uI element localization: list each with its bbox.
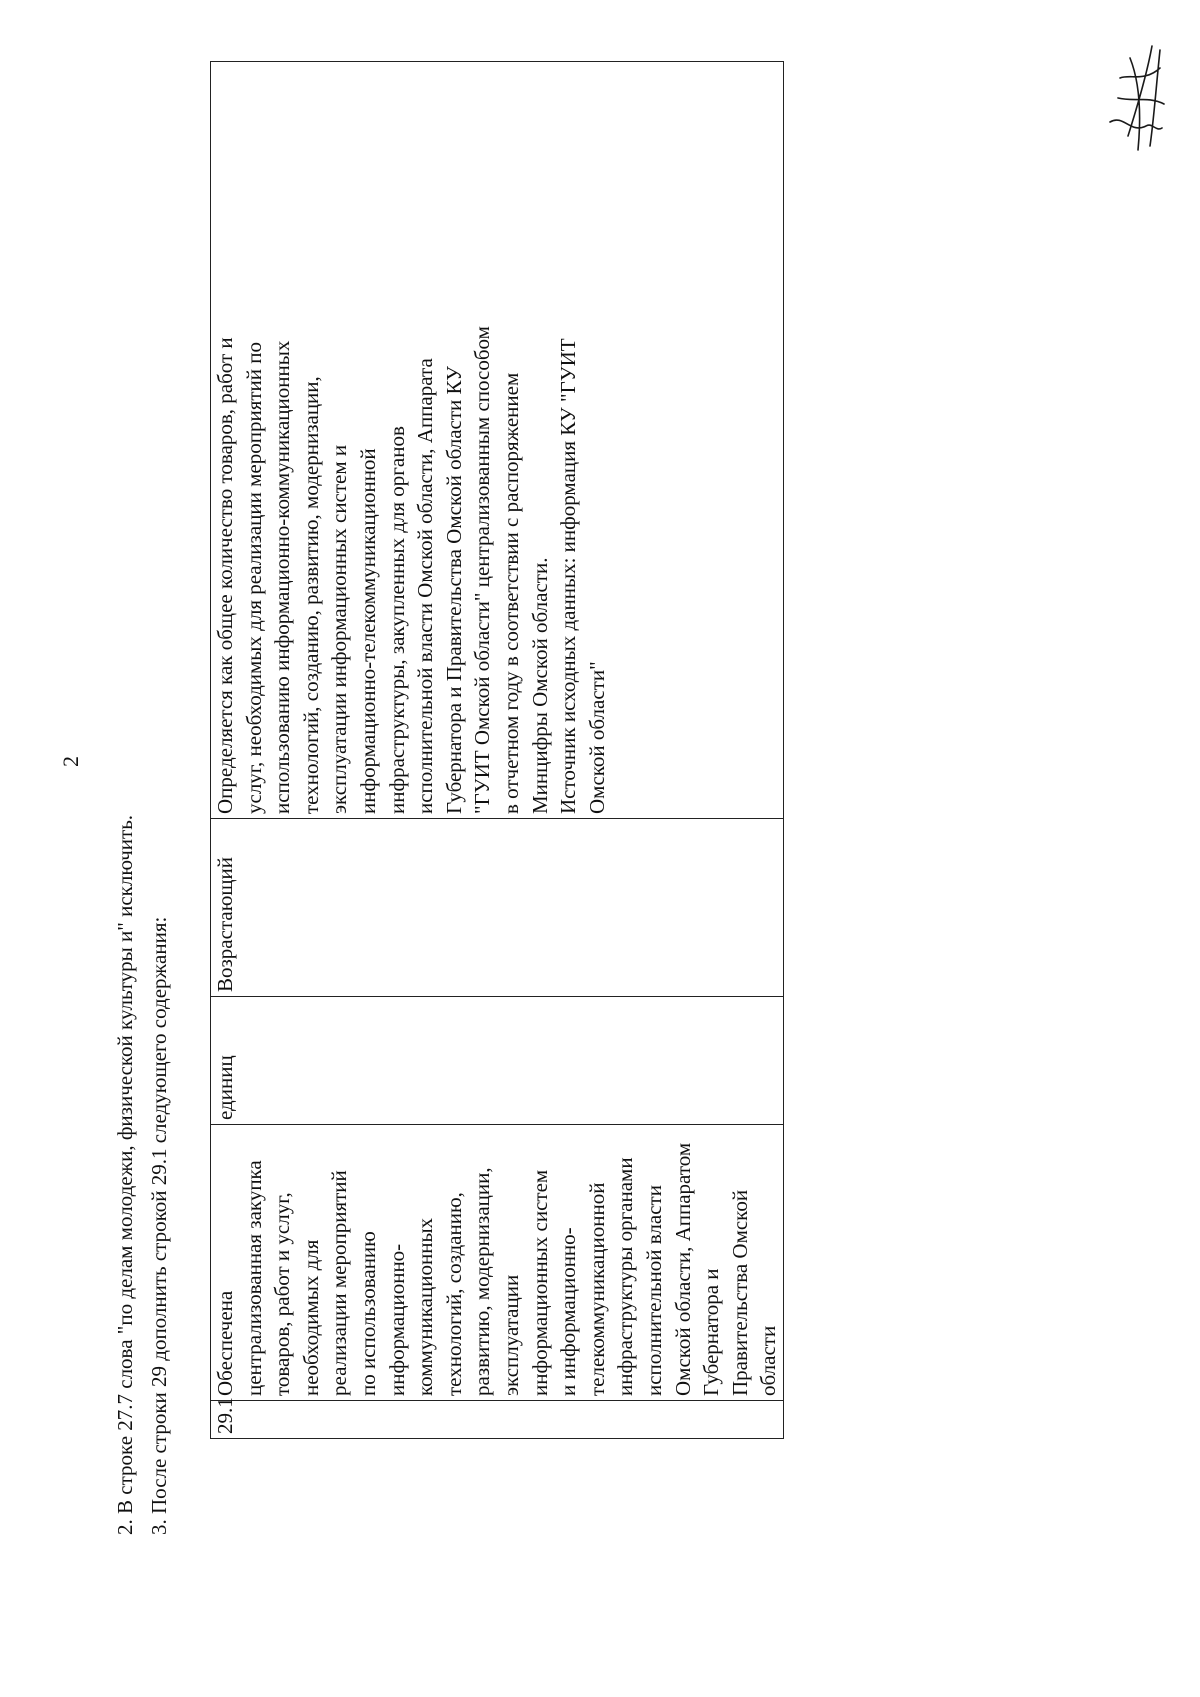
paragraph-item-3: 3. После строки 29 дополнить строкой 29.1 следующего содержания: [147, 916, 171, 1535]
amendment-table [210, 61, 784, 1439]
indicator-name-cell [211, 1125, 784, 1401]
trend-direction: Возрастающий [213, 856, 237, 992]
handwritten-signature [1090, 38, 1180, 158]
indicator-name: Обеспечена централизованная закупка товаров, работ и услуг, необходимых для реализации мероприятий по использованию информационно- коммуникационных технологий, созданию, развитию, модернизации, эксплуатации информационных систем и информационно- телекоммуникационной инфраструктуры органами исполнительной власти Омской области, Аппаратом Губернатора и Правительства Омской области [213, 1142, 781, 1396]
trend-cell [211, 819, 784, 997]
paragraph-item-2: 2. В строке 27.7 слова "по делам молодежи, физической культуры и" исключить. [113, 814, 137, 1535]
indicator-description: Определяется как общее количество товаров, работ и услуг, необходимых для реализации мероприятий по использованию информационно-коммуникационных технологий, созданию, развитию, модернизации, эксплуатации информационных систем и информационно-телекоммуникационной инфраструктуры, закупленных для органов исполнительной власти Омской области, Аппарата Губернатора и Правительства Омской области КУ "ГУИТ Омской области" централизованным способом в отчетном году в соответствии с распоряжением Минцифры Омской области. Источник исходных данных: информация КУ "ГУИТ Омской области" [213, 326, 609, 814]
unit-of-measure: единиц [213, 1055, 237, 1120]
page-number: 2 [58, 756, 83, 767]
row-number: 29.1 [213, 1397, 237, 1434]
unit-cell [211, 997, 784, 1125]
row-number-cell [211, 1397, 784, 1439]
description-cell [211, 62, 784, 819]
table-row [211, 62, 784, 1439]
